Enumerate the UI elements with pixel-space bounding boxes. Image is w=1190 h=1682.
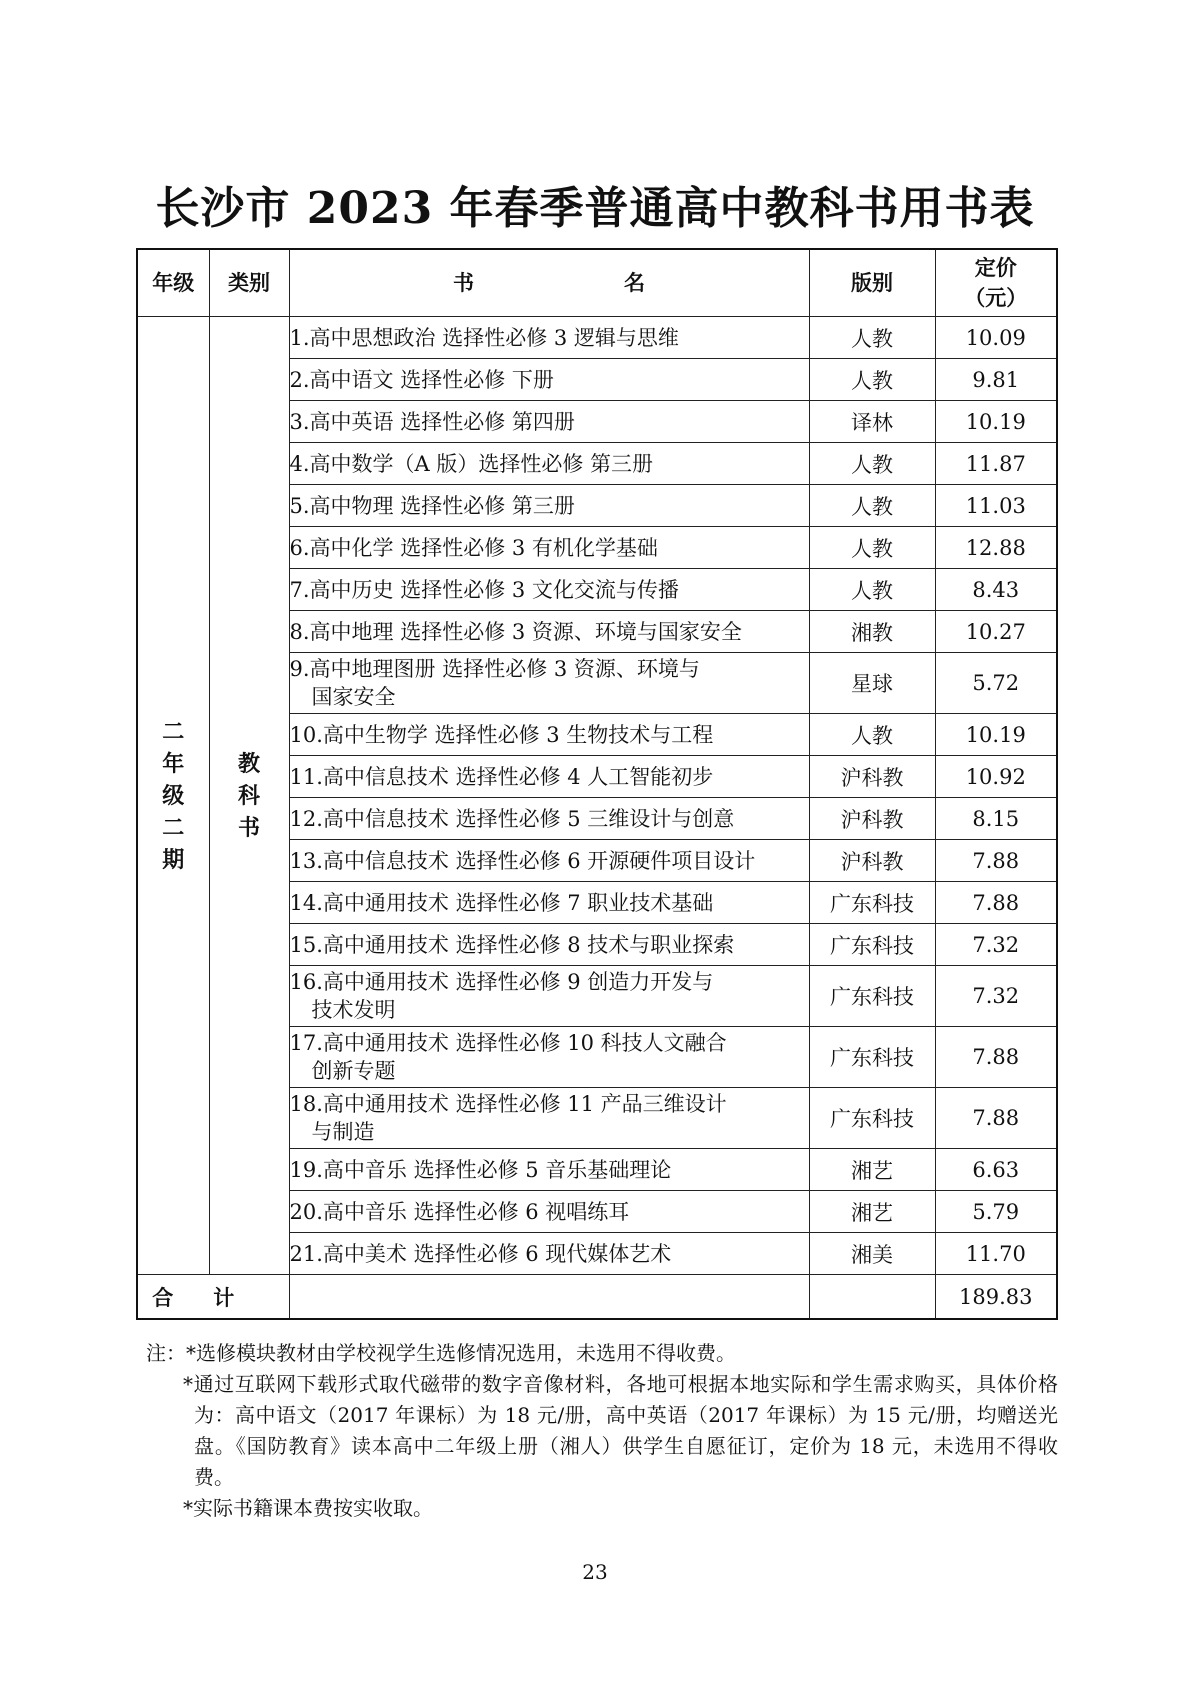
book-name: 12.高中信息技术 选择性必修 5 三维设计与创意: [289, 806, 735, 831]
price-cell: 5.72: [935, 653, 1057, 714]
table-row: [137, 317, 1057, 359]
book-name: 5.高中物理 选择性必修 第三册: [289, 493, 575, 518]
page-number: 23: [582, 1560, 608, 1584]
book-name-cell: [289, 443, 809, 485]
book-name: 7.高中历史 选择性必修 3 文化交流与传播: [289, 577, 679, 602]
textbook-table: [136, 248, 1058, 1320]
book-name-cell: [289, 756, 809, 798]
book-name: 3.高中英语 选择性必修 第四册: [289, 409, 575, 434]
book-name: 18.高中通用技术 选择性必修 11 产品三维设计: [289, 1092, 727, 1116]
book-name-cell: [289, 317, 809, 359]
book-name: 17.高中通用技术 选择性必修 10 科技人文融合: [289, 1031, 727, 1055]
header-price-line2: （元）: [964, 285, 1028, 310]
book-name: 20.高中音乐 选择性必修 6 视唱练耳: [289, 1199, 630, 1224]
book-name-cell: [289, 1088, 809, 1149]
edition-cell: 沪科教: [809, 756, 935, 798]
edition-cell: 人教: [809, 527, 935, 569]
book-name: 11.高中信息技术 选择性必修 4 人工智能初步: [289, 764, 714, 789]
book-name-cell: [289, 924, 809, 966]
table-header-row: [137, 249, 1057, 317]
book-name-cell: [289, 840, 809, 882]
book-name: 6.高中化学 选择性必修 3 有机化学基础: [289, 535, 658, 560]
book-name-cell: [289, 1027, 809, 1088]
vertical-char: 级: [162, 782, 185, 809]
edition-cell: 湘艺: [809, 1149, 935, 1191]
book-name-continued: 创新专题: [311, 1059, 396, 1083]
book-name: 9.高中地理图册 选择性必修 3 资源、环境与: [289, 657, 700, 681]
book-name-cell: [289, 798, 809, 840]
header-price: [935, 249, 1057, 317]
edition-cell: 人教: [809, 443, 935, 485]
edition-cell: 广东科技: [809, 1088, 935, 1149]
vertical-char: 期: [162, 846, 185, 873]
total-row: [137, 1275, 1057, 1320]
price-cell: 7.32: [935, 966, 1057, 1027]
price-cell: 7.88: [935, 1027, 1057, 1088]
book-name-cell: [289, 359, 809, 401]
edition-cell: 广东科技: [809, 966, 935, 1027]
notes: [146, 1338, 1058, 1524]
total-empty-edition: [809, 1275, 935, 1320]
edition-cell: 星球: [809, 653, 935, 714]
book-name-cell: [289, 1233, 809, 1275]
price-cell: 10.09: [935, 317, 1057, 359]
book-name-cell: [289, 714, 809, 756]
book-name-continued: 技术发明: [311, 998, 396, 1022]
edition-cell: 译林: [809, 401, 935, 443]
book-name: 16.高中通用技术 选择性必修 9 创造力开发与: [289, 970, 714, 994]
edition-cell: 沪科教: [809, 798, 935, 840]
price-cell: 5.79: [935, 1191, 1057, 1233]
edition-cell: 沪科教: [809, 840, 935, 882]
edition-cell: 人教: [809, 317, 935, 359]
book-name: 2.高中语文 选择性必修 下册: [289, 367, 554, 392]
book-name: 15.高中通用技术 选择性必修 8 技术与职业探索: [289, 932, 735, 957]
header-edition: 版别: [809, 249, 935, 317]
vertical-char: 科: [237, 782, 260, 809]
book-name: 14.高中通用技术 选择性必修 7 职业技术基础: [289, 890, 714, 915]
price-cell: 10.92: [935, 756, 1057, 798]
header-category: 类别: [209, 249, 289, 317]
book-name-continued: 与制造: [311, 1120, 375, 1144]
total-value: 189.83: [935, 1275, 1057, 1320]
book-name-cell: [289, 966, 809, 1027]
grade-cell: [137, 317, 209, 1275]
book-name: 1.高中思想政治 选择性必修 3 逻辑与思维: [289, 325, 679, 350]
book-name-cell: [289, 401, 809, 443]
vertical-char: 教: [237, 750, 260, 777]
price-cell: 7.88: [935, 882, 1057, 924]
book-name-cell: [289, 1149, 809, 1191]
edition-cell: 人教: [809, 714, 935, 756]
edition-cell: 人教: [809, 569, 935, 611]
edition-cell: 人教: [809, 359, 935, 401]
price-cell: 10.19: [935, 714, 1057, 756]
book-name-cell: [289, 569, 809, 611]
price-cell: 12.88: [935, 527, 1057, 569]
edition-cell: 广东科技: [809, 882, 935, 924]
book-name-cell: [289, 611, 809, 653]
header-book-name: 书名: [289, 249, 809, 317]
edition-cell: 人教: [809, 485, 935, 527]
category-cell: [209, 317, 289, 1275]
book-name-cell: [289, 882, 809, 924]
price-cell: 6.63: [935, 1149, 1057, 1191]
price-cell: 8.15: [935, 798, 1057, 840]
price-cell: 7.88: [935, 840, 1057, 882]
price-cell: 7.88: [935, 1088, 1057, 1149]
edition-cell: 广东科技: [809, 924, 935, 966]
header-grade: 年级: [137, 249, 209, 317]
note-item: 注：*选修模块教材由学校视学生选修情况选用，未选用不得收费。: [146, 1341, 736, 1365]
price-cell: 11.70: [935, 1233, 1057, 1275]
edition-cell: 广东科技: [809, 1027, 935, 1088]
price-cell: 7.32: [935, 924, 1057, 966]
edition-cell: 湘美: [809, 1233, 935, 1275]
vertical-char: 年: [162, 750, 185, 777]
price-cell: 8.43: [935, 569, 1057, 611]
book-name-continued: 国家安全: [311, 685, 396, 709]
book-name: 10.高中生物学 选择性必修 3 生物技术与工程: [289, 722, 714, 747]
book-name: 21.高中美术 选择性必修 6 现代媒体艺术: [289, 1241, 672, 1266]
price-cell: 11.03: [935, 485, 1057, 527]
book-name: 4.高中数学（A 版）选择性必修 第三册: [289, 451, 654, 476]
book-name: 13.高中信息技术 选择性必修 6 开源硬件项目设计: [289, 848, 756, 873]
edition-cell: 湘教: [809, 611, 935, 653]
price-cell: 11.87: [935, 443, 1057, 485]
note-item: *通过互联网下载形式取代磁带的数字音像材料，各地可根据本地实际和学生需求购买，具体价格为：高中语文（2017 年课标）为 18 元/册，高中英语（2017 年课标）为 15 元/册，均赠送光盘。《国防教育》读本高中二年级上册（湘人）供学生自愿征订，定价为 18 元，未选用不得收费。: [183, 1372, 1058, 1489]
book-name-cell: [289, 527, 809, 569]
vertical-char: 二: [162, 718, 185, 745]
edition-cell: 湘艺: [809, 1191, 935, 1233]
book-name: 8.高中地理 选择性必修 3 资源、环境与国家安全: [289, 619, 742, 644]
price-cell: 10.19: [935, 401, 1057, 443]
book-name: 19.高中音乐 选择性必修 5 音乐基础理论: [289, 1157, 672, 1182]
total-empty-name: [289, 1275, 809, 1320]
price-cell: 10.27: [935, 611, 1057, 653]
header-price-line1: 定价: [974, 255, 1017, 280]
book-name-cell: [289, 653, 809, 714]
note-item: *实际书籍课本费按实收取。: [183, 1496, 433, 1520]
vertical-char: 二: [162, 814, 185, 841]
book-name-cell: [289, 1191, 809, 1233]
book-name-cell: [289, 485, 809, 527]
price-cell: 9.81: [935, 359, 1057, 401]
vertical-char: 书: [237, 814, 260, 841]
total-label: 合计: [137, 1275, 289, 1320]
page-title: 长沙市 2023 年春季普通高中教科书用书表: [155, 183, 1035, 234]
